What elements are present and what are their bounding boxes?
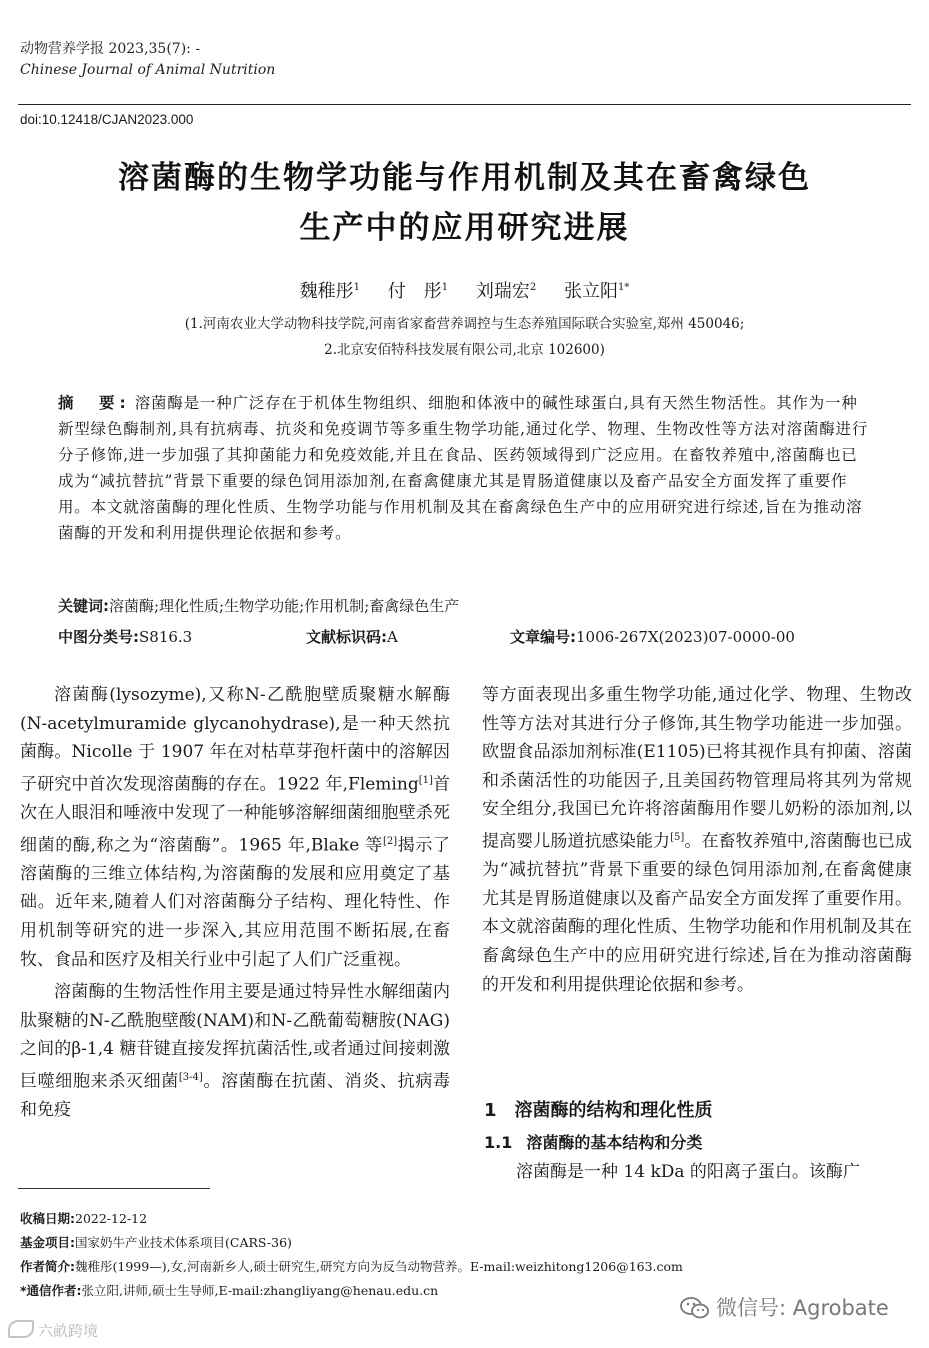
abstract-label: 摘 要: bbox=[58, 394, 131, 412]
author bbox=[300, 281, 360, 302]
section-number: 1 bbox=[484, 1100, 497, 1121]
watermark-left-text: 六畝跨境 bbox=[38, 1322, 99, 1340]
fn-label: *通信作者: bbox=[20, 1283, 82, 1298]
abstract bbox=[58, 390, 873, 546]
keywords-text: 溶菌酶;理化性质;生物学功能;作用机制;畜禽绿色生产 bbox=[109, 597, 460, 615]
author-affil: 2 bbox=[529, 282, 537, 293]
journal-name-en: Chinese Journal of Animal Nutrition bbox=[20, 62, 276, 78]
paragraph bbox=[20, 978, 450, 1125]
text-run: 溶菌酶的生物活性作用主要是通过特异性水解细菌内肽聚糖的N-乙酰胞壁酸(NAM)和N-乙酰葡萄糖胺(NAG)之间的β-1,4 糖苷键直接发挥抗菌活性,或者通过间接刺激巨噬细胞来杀灭细菌 bbox=[20, 982, 450, 1092]
section-heading-1-1 bbox=[484, 1130, 702, 1153]
citation[interactable]: [1] bbox=[418, 774, 433, 786]
author-name: 刘瑞宏 bbox=[475, 281, 530, 302]
footnote-rule bbox=[18, 1188, 210, 1189]
citation[interactable]: [2] bbox=[382, 835, 398, 847]
paragraph bbox=[482, 681, 912, 999]
fn-value: 张立阳,讲师,硕士生导师,E-mail:zhangliyang@henau.edu.cn bbox=[81, 1283, 439, 1298]
text-run: 。溶菌酶在抗菌、消炎、抗病毒和免疫 bbox=[20, 1071, 450, 1121]
doc-label: 文献标识码: bbox=[306, 628, 387, 646]
keywords-label: 关键词: bbox=[58, 597, 109, 615]
section-title: 溶菌酶的结构和理化性质 bbox=[514, 1100, 713, 1121]
doc-value: A bbox=[387, 628, 398, 646]
text-run: 溶菌酶(lysozyme),又称N-乙酰胞壁质聚糖水解酶(N-acetylmuramide glycanohydrase),是一种天然抗菌酶。Nicolle 于 1907 年在对枯草芽孢杆菌中的溶解因子研究中首次发现溶菌酶的存在。1922 年,Fleming bbox=[20, 685, 450, 795]
footnote-received bbox=[20, 1209, 147, 1227]
fn-label: 基金项目: bbox=[20, 1235, 75, 1250]
document-code bbox=[306, 626, 398, 647]
author bbox=[476, 281, 536, 302]
section-heading-1 bbox=[484, 1096, 713, 1122]
title-line-1: 溶菌酶的生物学功能与作用机制及其在畜禽绿色 bbox=[118, 160, 811, 196]
clc-number bbox=[58, 626, 192, 647]
text-run: 。在畜牧养殖中,溶菌酶也已成为“减抗替抗”背景下重要的绿色饲用添加剂,在畜禽健康尤其是胃肠道健康以及畜产品安全方面发挥了重要作用。本文就溶菌酶的理化性质、生物学功能和作用机制及其在畜禽绿色生产中的应用研究进行综述,旨在为推动溶菌酶的开发和利用提供理论依据和参考。 bbox=[482, 831, 913, 995]
watermark-left bbox=[8, 1320, 98, 1341]
footnote-author bbox=[20, 1257, 683, 1275]
fn-value: 2022-12-12 bbox=[75, 1211, 148, 1226]
article-number bbox=[510, 626, 795, 647]
author-name: 张立阳 bbox=[563, 281, 618, 302]
fn-label: 收稿日期: bbox=[20, 1211, 75, 1226]
art-value: 1006-267X(2023)07-0000-00 bbox=[576, 628, 795, 646]
citation[interactable]: [5] bbox=[670, 831, 685, 843]
art-label: 文章编号: bbox=[510, 628, 576, 646]
wechat-icon bbox=[680, 1296, 710, 1320]
author bbox=[564, 281, 629, 302]
author-affil: 1 bbox=[353, 282, 361, 293]
fn-value: 魏稚彤(1999—),女,河南新乡人,硕士研究生,研究方向为反刍动物营养。E-mail:weizhitong1206@163.com bbox=[75, 1259, 683, 1274]
header-rule bbox=[18, 104, 911, 105]
citation[interactable]: [3-4] bbox=[178, 1072, 203, 1084]
section-title: 溶菌酶的基本结构和分类 bbox=[526, 1133, 703, 1152]
paragraph bbox=[20, 681, 450, 974]
author-affil: 1 bbox=[441, 282, 449, 293]
text-run: 首次在人眼泪和唾液中发现了一种能够溶解细菌细胞壁杀死细菌的酶,称之为“溶菌酶”。1965 年,Blake 等 bbox=[20, 774, 450, 856]
footnote-corresponding bbox=[20, 1281, 438, 1299]
author bbox=[388, 281, 448, 302]
author-name: 付 彤 bbox=[387, 281, 442, 302]
fn-value: 国家奶牛产业技术体系项目(CARS-36) bbox=[75, 1235, 292, 1250]
footnote-fund bbox=[20, 1233, 292, 1251]
abstract-text: 溶菌酶是一种广泛存在于机体生物组织、细胞和体液中的碱性球蛋白,具有天然生物活性。其作为一种新型绿色酶制剂,具有抗病毒、抗炎和免疫调节等多重生物学功能,通过化学、物理、生物改性等方法对溶菌酶进行分子修饰,进一步加强了其抑菌能力和免疫效能,并且在食品、医药领域得到广泛应用。在畜牧养殖中,溶菌酶也已成为“减抗替抗”背景下重要的绿色饲用添加剂,在畜禽健康尤其是胃肠道健康以及畜产品安全方面发挥了重要作用。本文就溶菌酶的理化性质、生物学功能与作用机制及其在畜禽绿色生产中的应用研究进行综述,旨在为推动溶菌酶的开发和利用提供理论依据和参考。 bbox=[58, 394, 869, 542]
text-run: 等方面表现出多重生物学功能,通过化学、物理、生物改性等方法对其进行分子修饰,其生物学功能进一步加强。欧盟食品添加剂标准(E1105)已将其视作具有抑菌、溶菌和杀菌活性的功能因子,且美国药物管理局将其列为常规安全组分,我国已允许将溶菌酶用作婴儿奶粉的添加剂,以提高婴儿肠道抗感染能力 bbox=[482, 685, 912, 852]
authors bbox=[0, 277, 929, 303]
affiliation-line-1: (1.河南农业大学动物科技学院,河南省家畜营养调控与生态养殖国际联合实验室,郑州 450046; bbox=[184, 316, 745, 332]
section-body-start: 溶菌酶是一种 14 kDa 的阳离子蛋白。该酶广 bbox=[516, 1162, 860, 1182]
doi: doi:10.12418/CJAN2023.000 bbox=[20, 112, 194, 127]
journal-name-cn: 动物营养学报 2023,35(7): - bbox=[20, 41, 201, 57]
clc-value: S816.3 bbox=[139, 628, 193, 646]
fn-label: 作者简介: bbox=[20, 1259, 75, 1274]
author-name: 魏稚彤 bbox=[299, 281, 354, 302]
keywords bbox=[58, 595, 873, 616]
body-left-column bbox=[20, 681, 450, 1125]
affiliation-line-2: 2.北京安佰特科技发展有限公司,北京 102600) bbox=[324, 342, 605, 358]
clc-label: 中图分类号: bbox=[58, 628, 139, 646]
brand-logo-icon bbox=[8, 1320, 34, 1338]
watermark-right-text: 微信号: Agrobate bbox=[716, 1296, 889, 1320]
title-line-2: 生产中的应用研究进展 bbox=[299, 210, 630, 246]
watermark-right bbox=[680, 1292, 889, 1322]
section-number: 1.1 bbox=[484, 1133, 513, 1152]
text-run: 揭示了溶菌酶的三维立体结构,为溶菌酶的发展和应用奠定了基础。近年来,随着人们对溶菌酶分子结构、理化特性、作用机制等研究的进一步深入,其应用范围不断拓展,在畜牧、食品和医疗及相关行业中引起了人们广泛重视。 bbox=[20, 835, 451, 970]
body-right-column bbox=[482, 681, 912, 999]
author-affil: 1* bbox=[617, 282, 630, 293]
